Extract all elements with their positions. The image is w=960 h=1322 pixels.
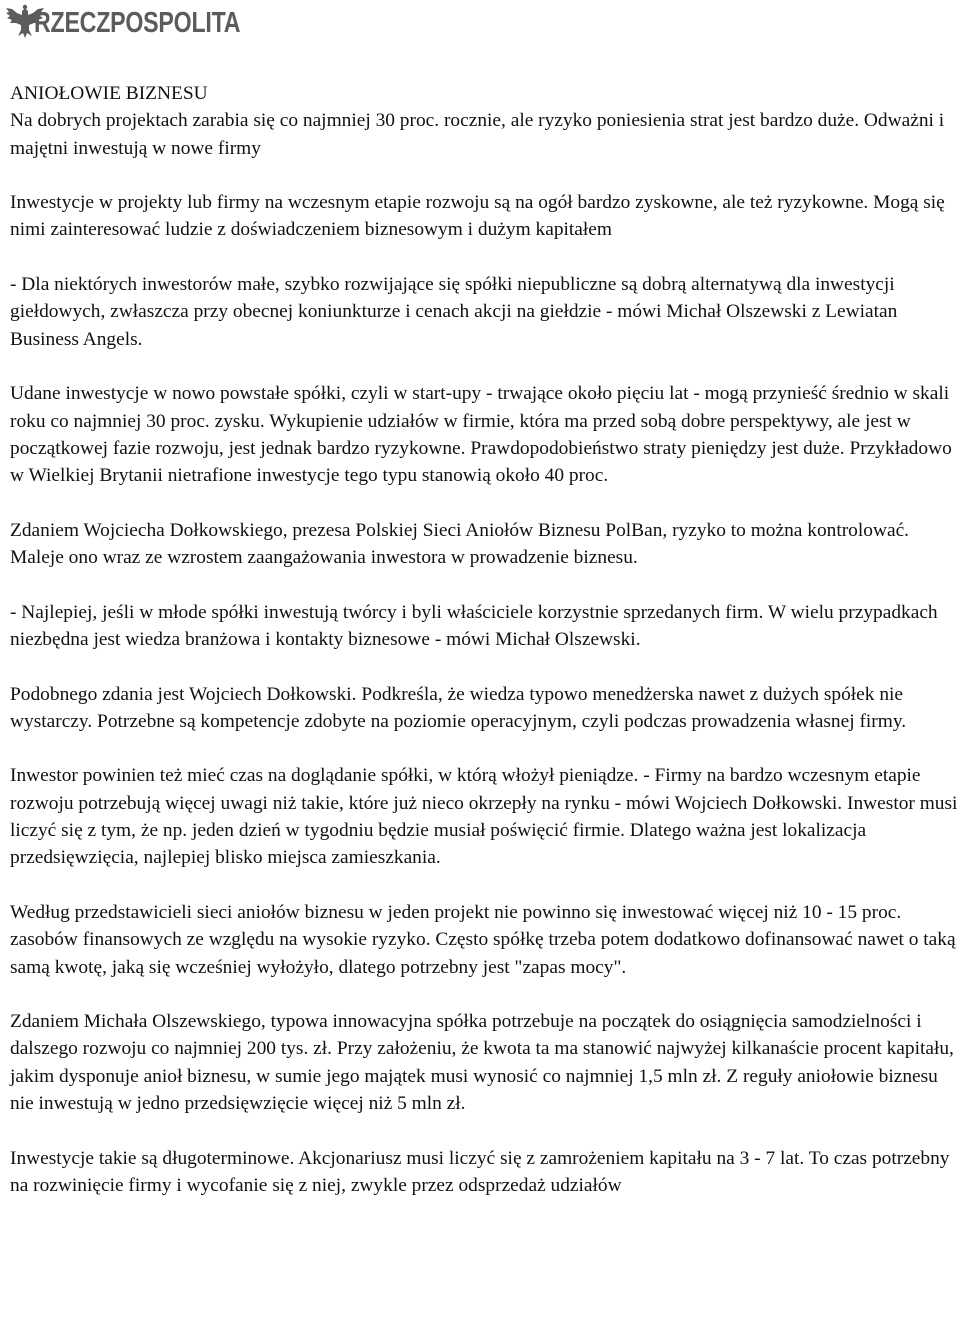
article-paragraph-10: Inwestycje takie są długoterminowe. Akcjonariusz musi liczyć się z zamrożeniem kapitału na 3 - 7 lat. To czas potrzebny na rozwinięcie firmy i wycofanie się z niej, zwykle przez odsprzedaż udziałów xyxy=(10,1147,950,1196)
article-paragraph-3: Udane inwestycje w nowo powstałe spółki, czyli w start-upy - trwające około pięciu lat - mogą przynieść średnio w skali roku co najmniej 30 proc. zysku. Wykupienie udziałów w firmie, która ma przed sobą dobre perspektywy, ale jest w początkowej fazie rozwoju, jest jednak bardzo ryzykowne. Prawdopodobieństwo straty pieniędzy jest duże. Przykładowo w Wielkiej Brytanii nietrafione inwestycje tego typu stanowią około 40 proc. xyxy=(10,383,952,487)
article-paragraph-2: - Dla niektórych inwestorów małe, szybko rozwijające się spółki niepubliczne są dobrą alternatywą dla inwestycji giełdowych, zwłaszcza przy obecnej koniunkturze i cenach akcji na giełdzie - mówi Michał Olszewski z Lewiatan Business Angels. xyxy=(10,274,898,350)
article-paragraph-8: Według przedstawicieli sieci aniołów biznesu w jeden projekt nie powinno się inwestować więcej niż 10 - 15 proc. zasobów finansowych ze względu na wysokie ryzyko. Często spółkę trzeba potem dodatkowo dofinansować nawet o taką samą kwotę, jaką się wcześniej wyłożyło, dlatego potrzebny jest "zapas mocy". xyxy=(10,901,956,978)
article-paragraph-9: Zdaniem Michała Olszewskiego, typowa innowacyjna spółka potrzebuje na początek do osiągnięcia samodzielności i dalszego rozwoju co najmniej 200 tys. zł. Przy założeniu, że kwota ta ma stanowić najwyżej kilkanaście procent kapitału, jakim dysponuje anioł biznesu, w sumie jego majątek musi wynosić co najmniej 1,5 mln zł. Z reguły aniołowie biznesu nie inwestują w jedno przedsięwzięcie więcej niż 5 mln zł. xyxy=(10,1011,954,1114)
masthead xyxy=(0,0,292,44)
article-header xyxy=(10,80,960,162)
article-paragraph-4: Zdaniem Wojciecha Dołkowskiego, prezesa Polskiej Sieci Aniołów Biznesu PolBan, ryzyko to można kontrolować. Maleje ono wraz ze wzrostem zaangażowania inwestora w prowadzenie biznesu. xyxy=(10,519,910,569)
logo-text: RZECZPOSPOLITA xyxy=(34,6,241,39)
article-lead: Na dobrych projektach zarabia się co najmniej 30 proc. rocznie, ale ryzyko poniesienia strat jest bardzo duże. Odważni i majętni inwestują w nowe firmy xyxy=(10,110,945,159)
article-paragraph-6: Podobnego zdania jest Wojciech Dołkowski. Podkreśla, że wiedza typowo menedżerska nawet z dużych spółek nie wystarczy. Potrzebne są kompetencje zdobyte na poziomie operacyjnym, czyli podczas prowadzenia własnej firmy. xyxy=(10,683,907,732)
article-title: ANIOŁOWIE BIZNESU xyxy=(10,83,208,104)
article xyxy=(10,80,960,1226)
article-paragraph-1: Inwestycje w projekty lub firmy na wczesnym etapie rozwoju są na ogół bardzo zyskowne, ale też ryzykowne. Mogą się nimi zainteresować ludzie z doświadczeniem biznesowym i dużym kapitałem xyxy=(10,192,945,241)
article-paragraph-7: Inwestor powinien też mieć czas na doglądanie spółki, w którą włożył pieniądze. - Firmy na bardzo wczesnym etapie rozwoju potrzebują więcej uwagi niż takie, które już nieco okrzepły na rynku - mówi Wojciech Dołkowski. Inwestor musi liczyć się z tym, że np. jeden dzień w tygodniu będzie musiał poświęcić firmie. Dlatego ważna jest lokalizacja przedsięwzięcia, najlepiej blisko miejsca zamieszkania. xyxy=(10,765,958,869)
article-paragraph-5: - Najlepiej, jeśli w młode spółki inwestują twórcy i byli właściciele korzystnie sprzedanych firm. W wielu przypadkach niezbędna jest wiedza branżowa i kontakty biznesowe - mówi Michał Olszewski. xyxy=(10,601,938,650)
